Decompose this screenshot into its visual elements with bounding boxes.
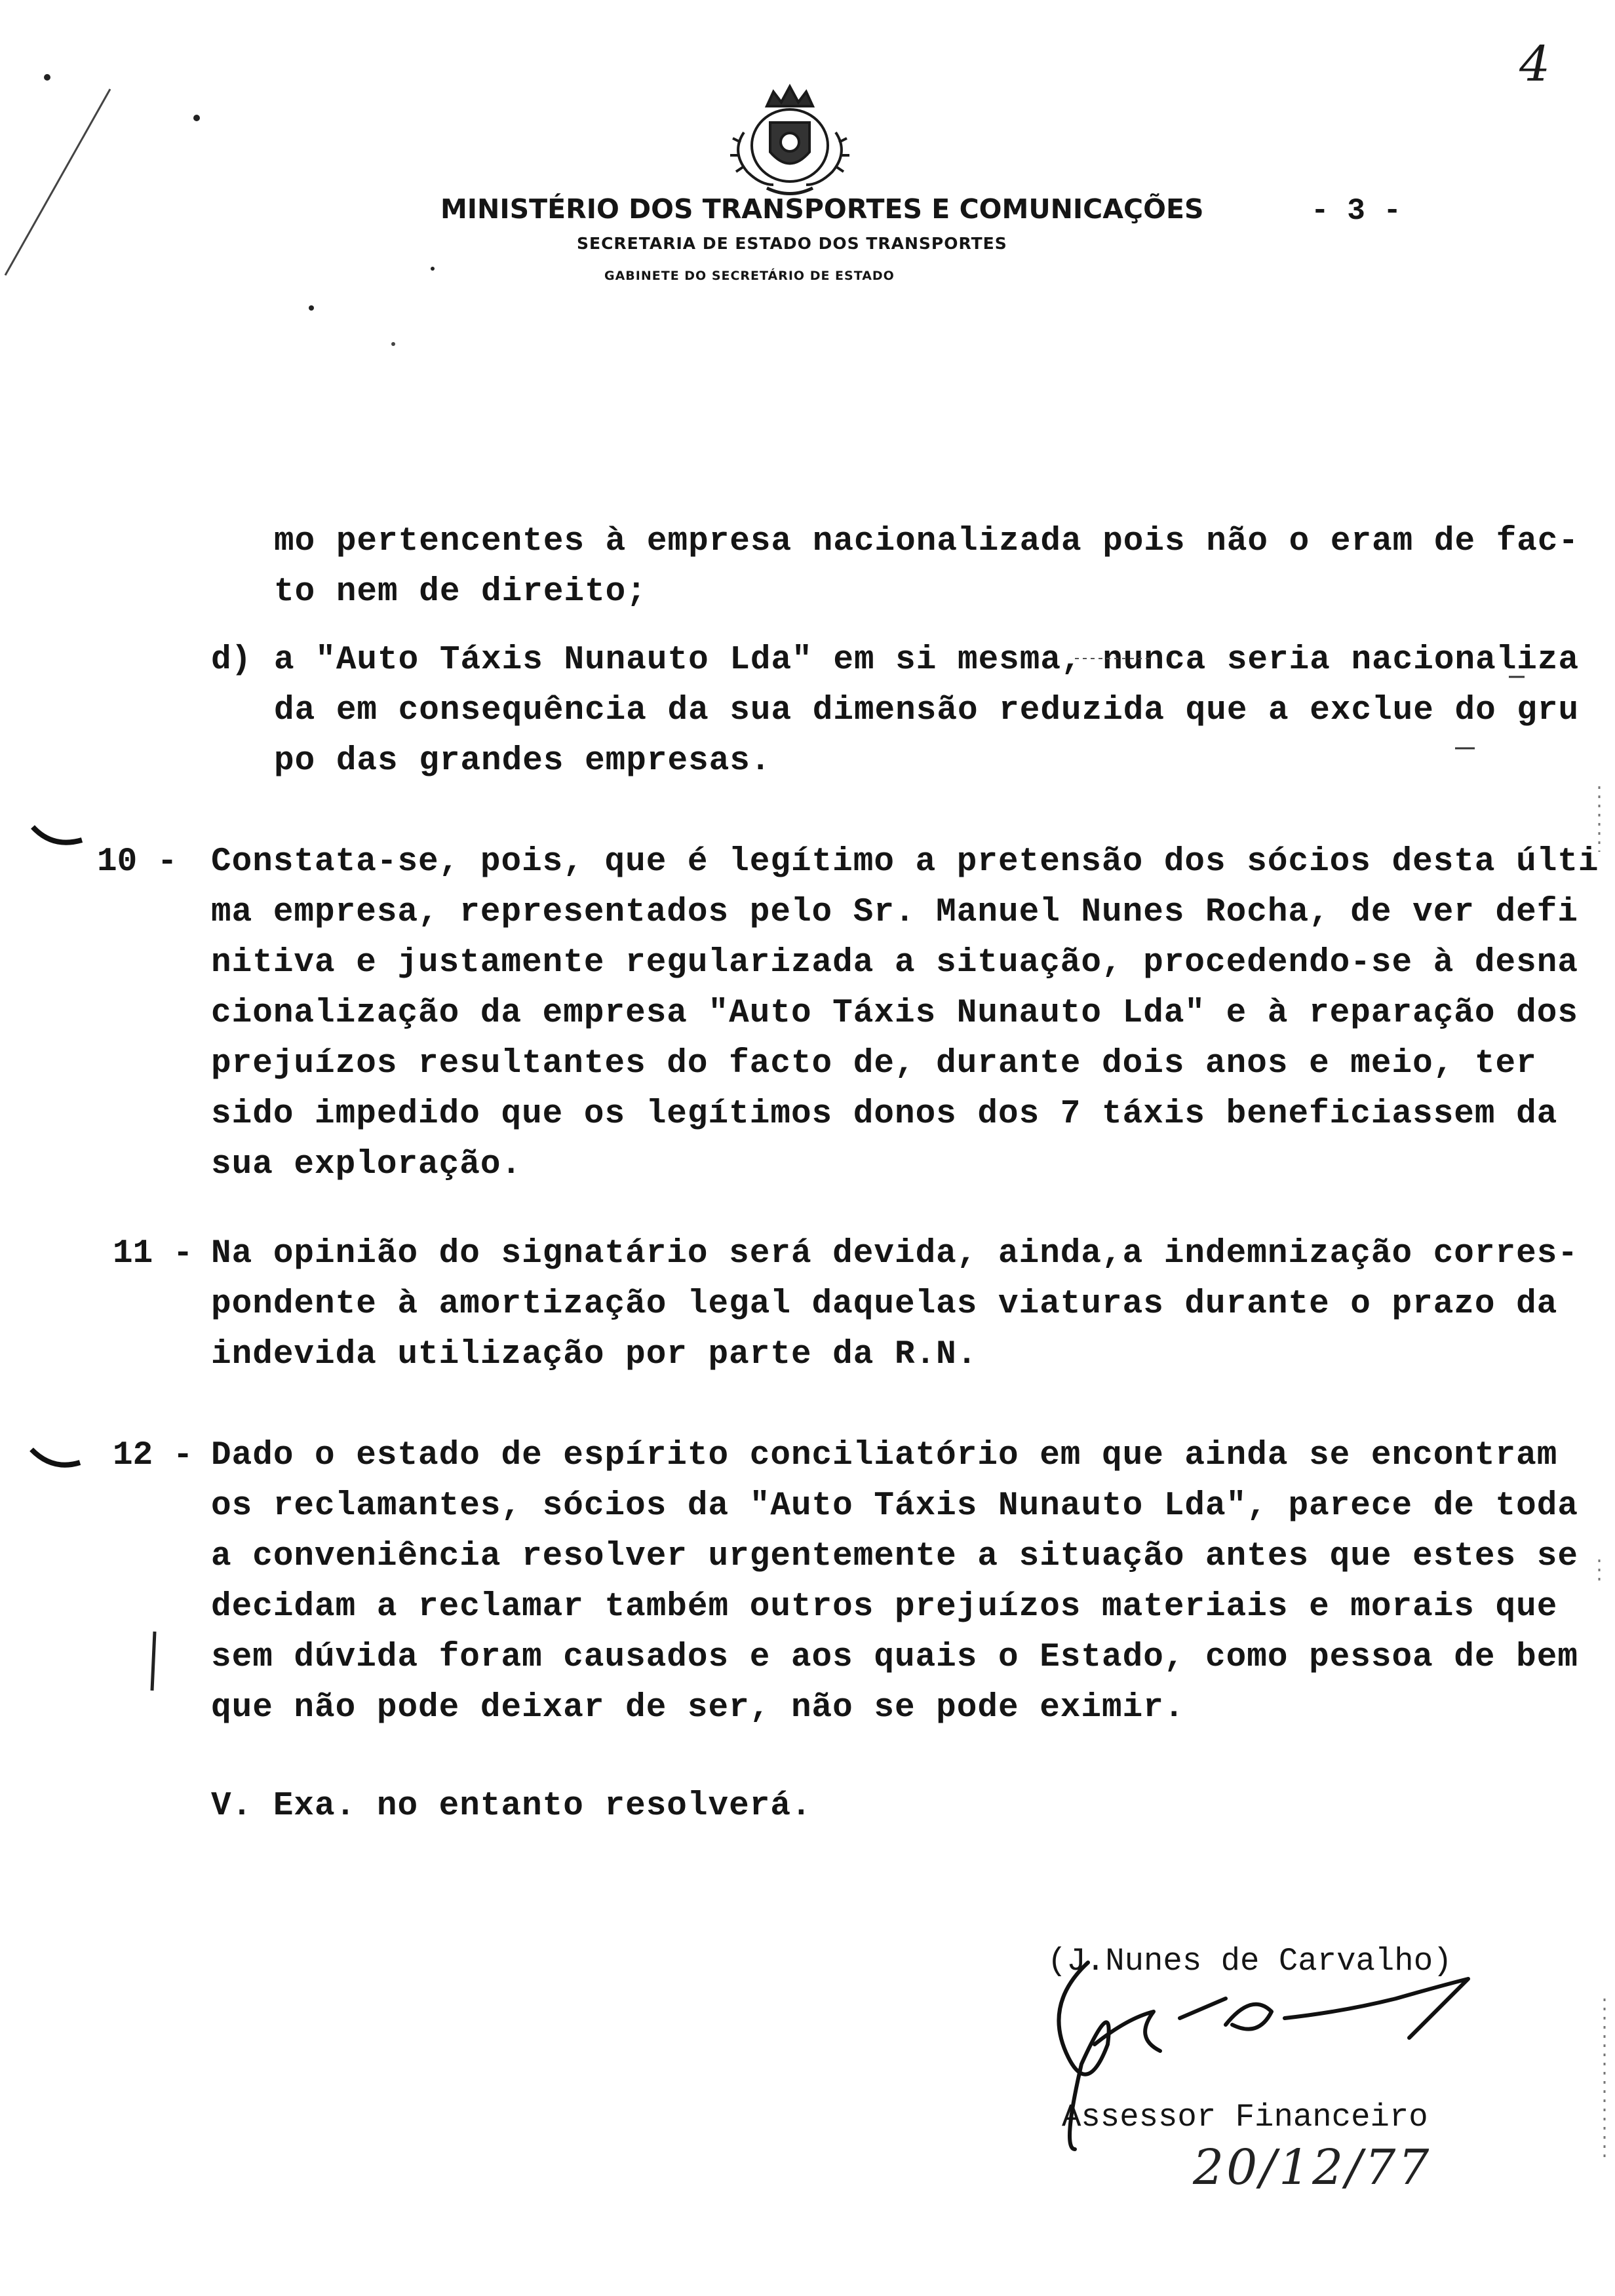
item-number: 10 - [97, 843, 178, 881]
closing-line: V. Exa. no entanto resolverá. [211, 1788, 812, 1825]
text-line: po das grandes empresas. [274, 742, 771, 780]
text-line: ma empresa, representados pelo Sr. Manuel Nunes Rocha, de ver defi [211, 894, 1578, 931]
text-line: a "Auto Táxis Nunauto Lda" em si mesma, nunca seria nacionaliza [274, 641, 1580, 679]
gabinete-name: GABINETE DO SECRETÁRIO DE ESTADO [604, 269, 895, 283]
signatory-name: (J.Nunes de Carvalho) [1047, 1943, 1452, 1980]
text-line: Na opinião do signatário será devida, ainda,a indemnização corres- [211, 1235, 1578, 1272]
item-label: d) [211, 641, 252, 679]
text-line: decidam a reclamar também outros prejuízos materiais e morais que [211, 1588, 1558, 1626]
text-line: mo pertencentes à empresa nacionalizada pois não o eram de fac- [274, 523, 1580, 560]
text-line: sua exploração. [211, 1146, 522, 1183]
item-number: 11 - [113, 1235, 193, 1272]
handwritten-date: 20/12/77 [1193, 2139, 1432, 2196]
secretaria-name: SECRETARIA DE ESTADO DOS TRANSPORTES [577, 234, 1007, 253]
margin-check-mark [33, 827, 82, 843]
margin-bracket-mark [152, 1632, 155, 1691]
text-line: indevida utilização por parte da R.N. [211, 1336, 978, 1373]
text-line: pondente à amortização legal daquelas viaturas durante o prazo da [211, 1286, 1558, 1323]
page-number: - 3 - [1311, 194, 1402, 228]
text-line: a conveniência resolver urgentemente a situação antes que estes se [211, 1538, 1578, 1575]
text-line: que não pode deixar de ser, não se pode eximir. [211, 1689, 1185, 1727]
text-line: sem dúvida foram causados e aos quais o Estado, como pessoa de bem [211, 1639, 1578, 1676]
signatory-title: Assessor Financeiro [1062, 2099, 1428, 2135]
text-line: Dado o estado de espírito conciliatório em que ainda se encontram [211, 1437, 1558, 1474]
text-line: sido impedido que os legítimos donos dos 7 táxis beneficiassem da [211, 1096, 1558, 1133]
text-line: da em consequência da sua dimensão reduzida que a exclue do gru [274, 692, 1580, 729]
text-line: Constata-se, pois, que é legítimo a pretensão dos sócios desta últi [211, 843, 1599, 881]
ministry-name: MINISTÉRIO DOS TRANSPORTES E COMUNICAÇÕES [440, 193, 1204, 225]
handwritten-signature [1059, 1962, 1468, 2149]
archive-page-number: 4 [1519, 36, 1551, 92]
text-line: os reclamantes, sócios da "Auto Táxis Nunauto Lda", parece de toda [211, 1487, 1578, 1525]
margin-stroke-mark [5, 89, 110, 275]
text-line: nitiva e justamente regularizada a situação, procedendo-se à desna [211, 944, 1578, 982]
text-line: prejuízos resultantes do facto de, durante dois anos e meio, ter [211, 1045, 1537, 1082]
text-line: cionalização da empresa "Auto Táxis Nunauto Lda" e à reparação dos [211, 995, 1578, 1032]
text-line: to nem de direito; [274, 573, 647, 611]
margin-check-mark [31, 1449, 80, 1465]
item-number: 12 - [113, 1437, 193, 1474]
